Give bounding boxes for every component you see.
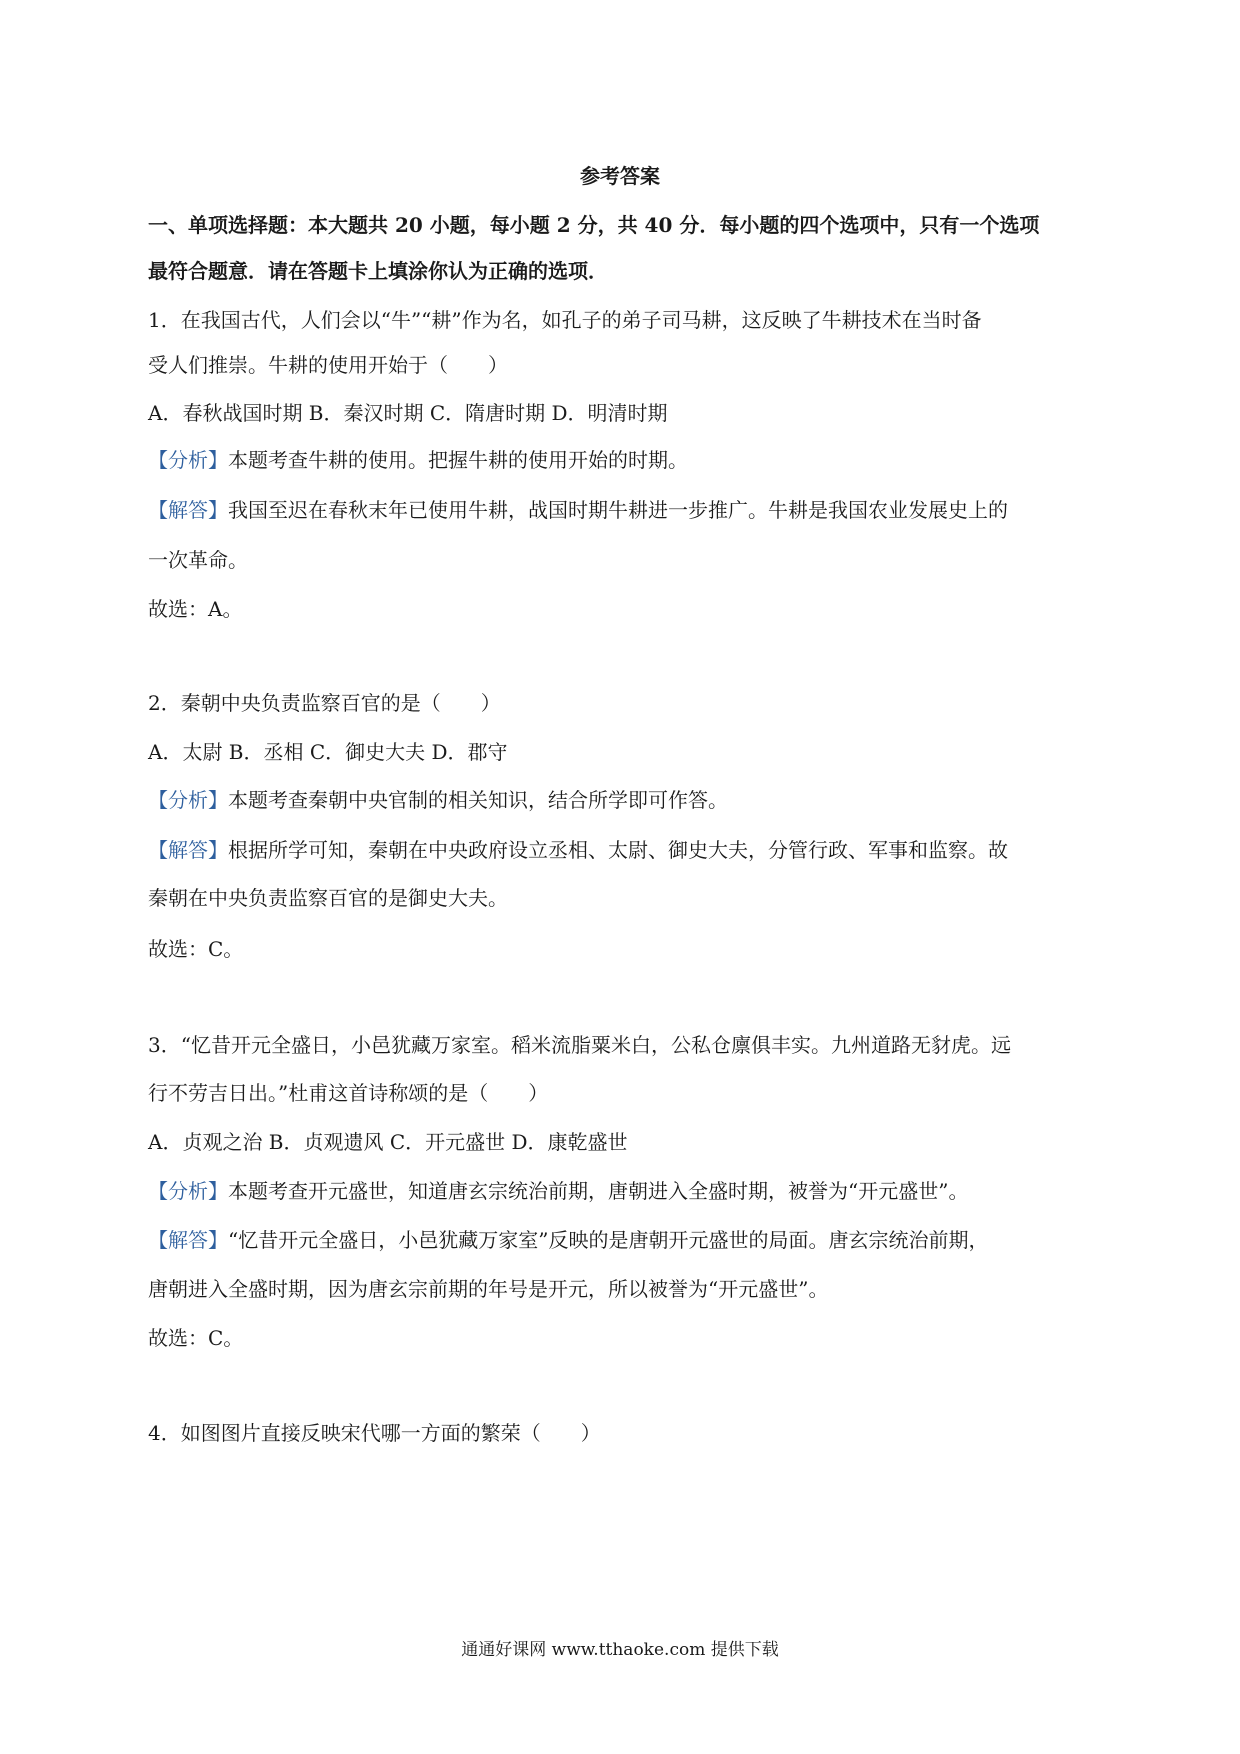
page-title: 参考答案: [580, 164, 660, 188]
answer-text: 我国至迟在春秋末年已使用牛耕，战国时期牛耕进一步推广。牛耕是我国农业发展史上的: [228, 498, 1008, 522]
question-options: A．春秋战国时期 B．秦汉时期 C．隋唐时期 D．明清时期: [148, 401, 668, 425]
analysis-text: 本题考查秦朝中央官制的相关知识，结合所学即可作答。: [228, 788, 728, 812]
answer-text-continued: 一次革命。: [148, 548, 248, 572]
question-options: A．贞观之治 B．贞观遗风 C．开元盛世 D．康乾盛世: [148, 1130, 628, 1154]
question-stem-line: 受人们推崇。牛耕的使用开始于（ ）: [148, 353, 508, 377]
question-stem-line: 行不劳吉日出。”杜甫这首诗称颂的是（ ）: [148, 1081, 549, 1105]
analysis-text: 本题考查牛耕的使用。把握牛耕的使用开始的时期。: [228, 448, 688, 472]
analysis-label: 【分析】: [148, 1179, 228, 1203]
answer-choice: 故选：A。: [148, 597, 243, 621]
analysis-text: 本题考查开元盛世，知道唐玄宗统治前期，唐朝进入全盛时期，被誉为“开元盛世”。: [228, 1179, 969, 1203]
answer-label: 【解答】: [148, 498, 228, 522]
answer-line: [148, 1225, 1098, 1255]
question-stem-line: 3．“忆昔开元全盛日，小邑犹藏万家室。稻米流脂粟米白，公私仓廪俱丰实。九州道路无豺虎。远: [148, 1033, 1011, 1057]
analysis-label: 【分析】: [148, 788, 228, 812]
answer-text: 根据所学可知，秦朝在中央政府设立丞相、太尉、御史大夫，分管行政、军事和监察。故: [228, 838, 1008, 862]
answer-label: 【解答】: [148, 838, 228, 862]
analysis-line: [148, 445, 1098, 475]
answer-line: [148, 495, 1098, 525]
section-heading-line-2: 最符合题意．请在答题卡上填涂你认为正确的选项．: [148, 259, 608, 283]
answer-line: [148, 835, 1098, 865]
answer-choice: 故选：C。: [148, 937, 244, 961]
section-heading-line-1: 一、单项选择题：本大题共 20 小题，每小题 2 分，共 40 分．每小题的四个选项中，只有一个选项: [148, 213, 1040, 237]
answer-label: 【解答】: [148, 1228, 228, 1252]
answer-text-continued: 唐朝进入全盛时期，因为唐玄宗前期的年号是开元，所以被誉为“开元盛世”。: [148, 1277, 829, 1301]
analysis-line: [148, 785, 1098, 815]
question-stem-line: 4．如图图片直接反映宋代哪一方面的繁荣（ ）: [148, 1421, 601, 1445]
question-stem-line: 2．秦朝中央负责监察百官的是（ ）: [148, 691, 501, 715]
answer-choice: 故选：C。: [148, 1326, 244, 1350]
analysis-label: 【分析】: [148, 448, 228, 472]
answer-text: “忆昔开元全盛日，小邑犹藏万家室”反映的是唐朝开元盛世的局面。唐玄宗统治前期，: [228, 1228, 989, 1252]
page-footer: 通通好课网 www.tthaoke.com 提供下载: [461, 1640, 779, 1660]
analysis-line: [148, 1176, 1098, 1206]
question-options: A．太尉 B．丞相 C．御史大夫 D．郡守: [148, 740, 508, 764]
question-stem-line: 1．在我国古代，人们会以“牛”“耕”作为名，如孔子的弟子司马耕，这反映了牛耕技术在当时备: [148, 308, 982, 332]
answer-text-continued: 秦朝在中央负责监察百官的是御史大夫。: [148, 886, 508, 910]
